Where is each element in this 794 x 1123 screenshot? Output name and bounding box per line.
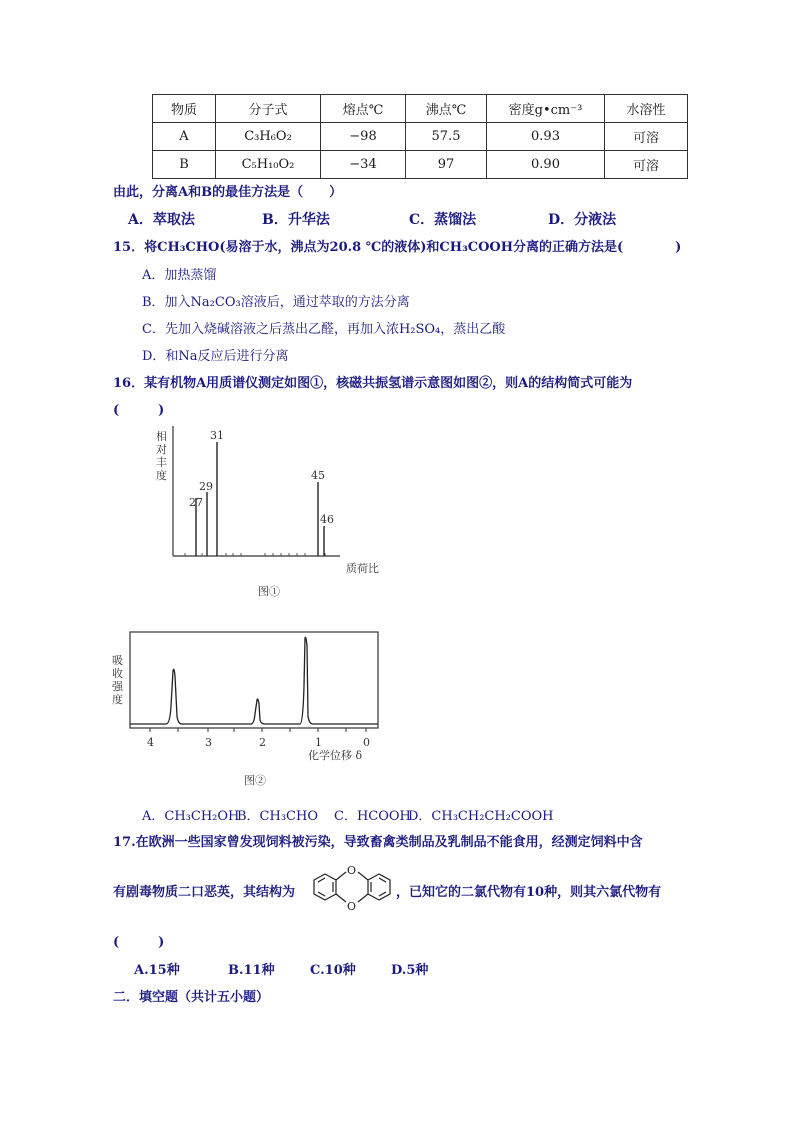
q14-option-a: A．萃取法 xyxy=(128,212,195,228)
fig1-ylabel-char: 度 xyxy=(156,469,167,482)
header-cell: 熔点℃ xyxy=(321,95,406,123)
fig1-xlabel: 质荷比 xyxy=(346,562,379,575)
q14-option-c: C．蒸馏法 xyxy=(409,212,477,228)
table-cell: B xyxy=(153,151,216,179)
q15-option-d: D．和Na反应后进行分离 xyxy=(142,349,289,364)
fig2-xlabel: 化学位移 δ xyxy=(308,749,363,762)
fig2-ylabel-char: 强 xyxy=(112,680,123,693)
q17-paren: ( ) xyxy=(113,935,165,950)
nmr-trace xyxy=(130,637,378,724)
table-cell: 0.90 xyxy=(487,151,605,179)
q16-option-d: D．CH₃CH₂CH₂COOH xyxy=(408,809,554,824)
fig2-tick-label: 4 xyxy=(147,736,154,749)
fig2-ylabel-char: 度 xyxy=(112,693,123,706)
fig2-tick-label: 1 xyxy=(315,736,322,749)
table-cell: 57.5 xyxy=(406,123,487,151)
section-heading: 二．填空题（共计五小题） xyxy=(113,990,270,1005)
q14-option-d: D．分液法 xyxy=(548,212,617,228)
q15-stem: 15．将CH₃CHO(易溶于水，沸点为20.8 ℃的液体)和CH₃COOH分离的正确方法是( ) xyxy=(113,240,682,255)
oxygen-atom-label: O xyxy=(347,864,357,877)
table-row xyxy=(153,123,688,151)
table-cell: −34 xyxy=(321,151,406,179)
properties-table xyxy=(152,94,688,179)
table-cell: 0.93 xyxy=(487,123,605,151)
q17-stem-line2b: ，已知它的二氯代物有10种，则其六氯代物有 xyxy=(396,885,662,900)
q16-paren: ( ) xyxy=(113,403,165,418)
fig1-ylabel-char: 对 xyxy=(156,443,167,456)
header-cell: 密度g•cm⁻³ xyxy=(487,95,605,123)
table-header-row xyxy=(153,95,688,123)
q17-stem-line2a: 有剧毒物质二口恶英，其结构为 xyxy=(113,885,296,900)
q17-stem-line1: 17.在欧洲一些国家曾发现饲料被污染，导致畜禽类制品及乳制品不能食用，经测定饲料中含 xyxy=(113,835,643,850)
q16-option-b: B．CH₃CHO xyxy=(237,809,318,824)
table-cell: C₃H₆O₂ xyxy=(216,123,321,151)
table-cell: A xyxy=(153,123,216,151)
q14-stem: 由此，分离A和B的最佳方法是（ ） xyxy=(113,185,343,200)
nmr-spectrum-figure xyxy=(108,626,394,792)
table-cell: C₅H₁₀O₂ xyxy=(216,151,321,179)
q17-option-d: D.5种 xyxy=(391,963,429,978)
fig1-ylabel-char: 相 xyxy=(156,430,167,443)
fig2-tick-label: 2 xyxy=(259,736,266,749)
peak-label-29: 29 xyxy=(199,480,213,493)
table-cell: 可溶 xyxy=(605,151,688,179)
peak-label-45: 45 xyxy=(311,469,325,482)
fig2-ylabel-char: 吸 xyxy=(112,654,123,667)
oxygen-atom-label: O xyxy=(347,900,357,913)
peak-label-46: 46 xyxy=(320,513,334,526)
q17-option-a: A.15种 xyxy=(134,963,180,978)
dioxin-structure-figure xyxy=(310,858,394,918)
table-row xyxy=(153,151,688,179)
fig2-tick-label: 3 xyxy=(205,736,212,749)
q15-option-a: A．加热蒸馏 xyxy=(142,268,217,283)
q17-option-b: B.11种 xyxy=(228,963,275,978)
peak-label-27: 27 xyxy=(189,496,203,509)
table-cell: −98 xyxy=(321,123,406,151)
header-cell: 沸点℃ xyxy=(406,95,487,123)
header-cell: 分子式 xyxy=(216,95,321,123)
fig1-caption: 图① xyxy=(258,585,280,598)
fig2-frame xyxy=(130,632,378,728)
peak-label-31: 31 xyxy=(210,429,224,442)
mass-spectrum-figure xyxy=(140,420,380,600)
q16-option-a: A．CH₃CH₂OH xyxy=(142,809,240,824)
header-cell: 物质 xyxy=(153,95,216,123)
fig1-ylabel-char: 丰 xyxy=(156,456,167,469)
q16-option-c: C．HCOOH xyxy=(334,809,411,824)
fig2-caption: 图② xyxy=(244,774,266,787)
fig2-tick-label: 0 xyxy=(363,736,370,749)
fig2-ylabel-char: 收 xyxy=(112,667,123,680)
table-cell: 97 xyxy=(406,151,487,179)
q15-option-c: C．先加入烧碱溶液之后蒸出乙醛，再加入浓H₂SO₄，蒸出乙酸 xyxy=(142,322,506,337)
q15-option-b: B．加入Na₂CO₃溶液后，通过萃取的方法分离 xyxy=(142,295,410,310)
q16-stem: 16．某有机物A用质谱仪测定如图①，核磁共振氢谱示意图如图②，则A的结构简式可能为 xyxy=(113,376,633,391)
table-cell: 可溶 xyxy=(605,123,688,151)
q17-option-c: C.10种 xyxy=(310,963,356,978)
q14-option-b: B．升华法 xyxy=(262,212,330,228)
header-cell: 水溶性 xyxy=(605,95,688,123)
